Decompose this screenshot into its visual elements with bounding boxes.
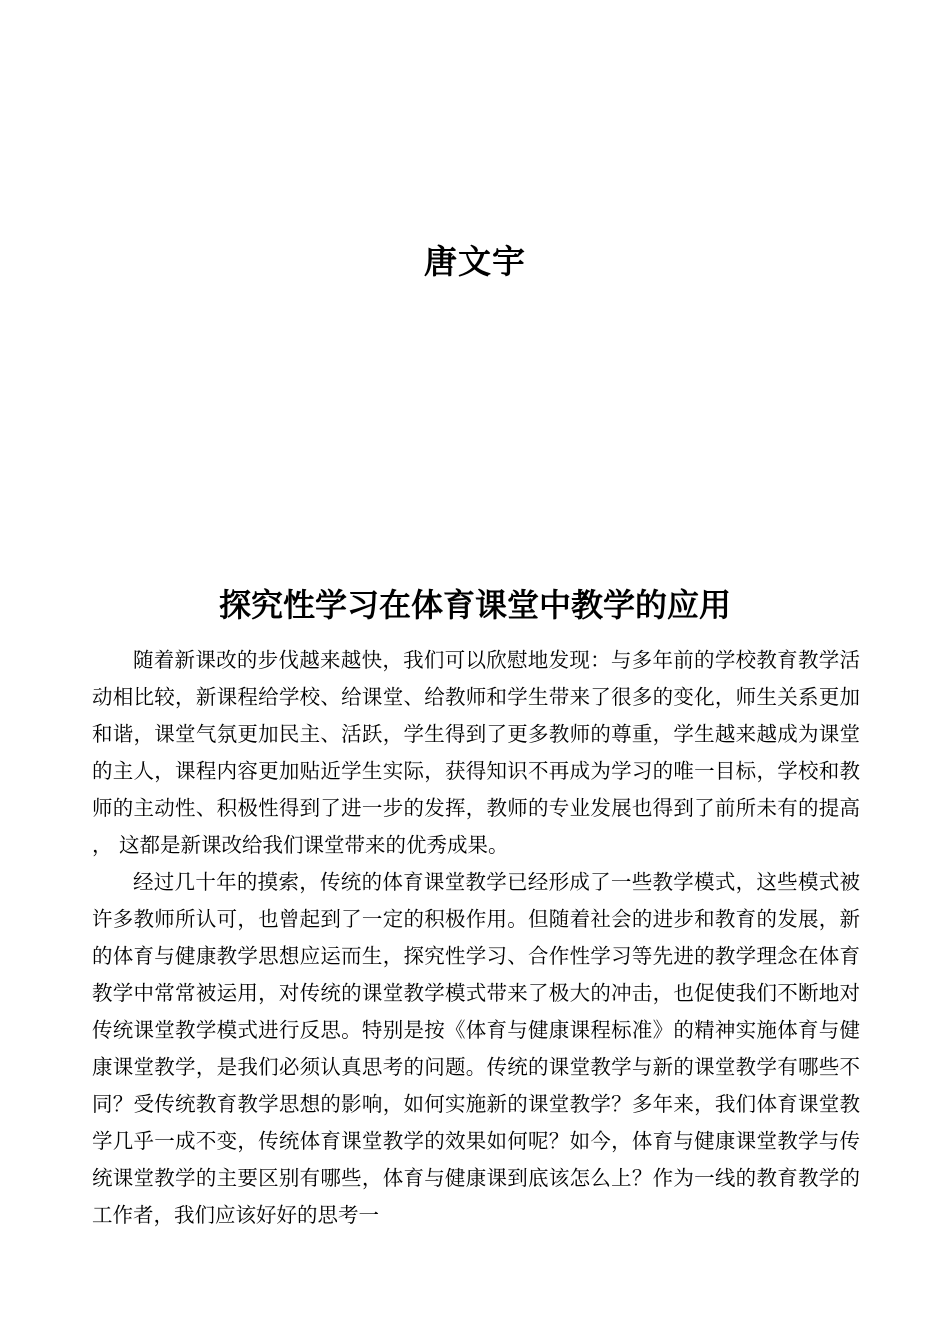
author-name: 唐文宇 (424, 242, 526, 281)
article-body (92, 642, 860, 1234)
article-title: 探究性学习在体育课堂中教学的应用 (218, 586, 731, 624)
paragraph-1: 随着新课改的步伐越来越快，我们可以欣慰地发现：与多年前的学校教育教学活动相比较，新课程给学校、给课堂、给教师和学生带来了很多的变化，师生关系更加和谐，课堂气氛更加民主、活跃，学生得到了更多教师的尊重，学生越来越成为课堂的主人，课程内容更加贴近学生实际，获得知识不再成为学习的唯一目标，学校和教师的主动性、积极性得到了进一步的发挥，教师的专业发展也得到了前所未有的提高 ， 这都是新课改给我们课堂带来的优秀成果。 (92, 648, 860, 857)
paragraph-2: 经过几十年的摸索，传统的体育课堂教学已经形成了一些教学模式，这些模式被许多教师所认可，也曾起到了一定的积极作用。但随着社会的进步和教育的发展，新的体育与健康教学思想应运而生，探究性学习、合作性学习等先进的教学理念在体育教学中常常被运用，对传统的课堂教学模式带来了极大的冲击，也促使我们不断地对传统课堂教学模式进行反思。特别是按《体育与健康课程标准》的精神实施体育与健康课堂教学，是我们必须认真思考的问题。传统的课堂教学与新的课堂教学有哪些不同？受传统教育教学思想的影响，如何实施新的课堂教学？多年来，我们体育课堂教学几乎一成不变，传统体育课堂教学的效果如何呢？如今，体育与健康课堂教学与传统课堂教学的主要区别有哪些，体育与健康课到底该怎么上？作为一线的教育教学的工作者，我们应该好好的思考一 (92, 870, 860, 1227)
